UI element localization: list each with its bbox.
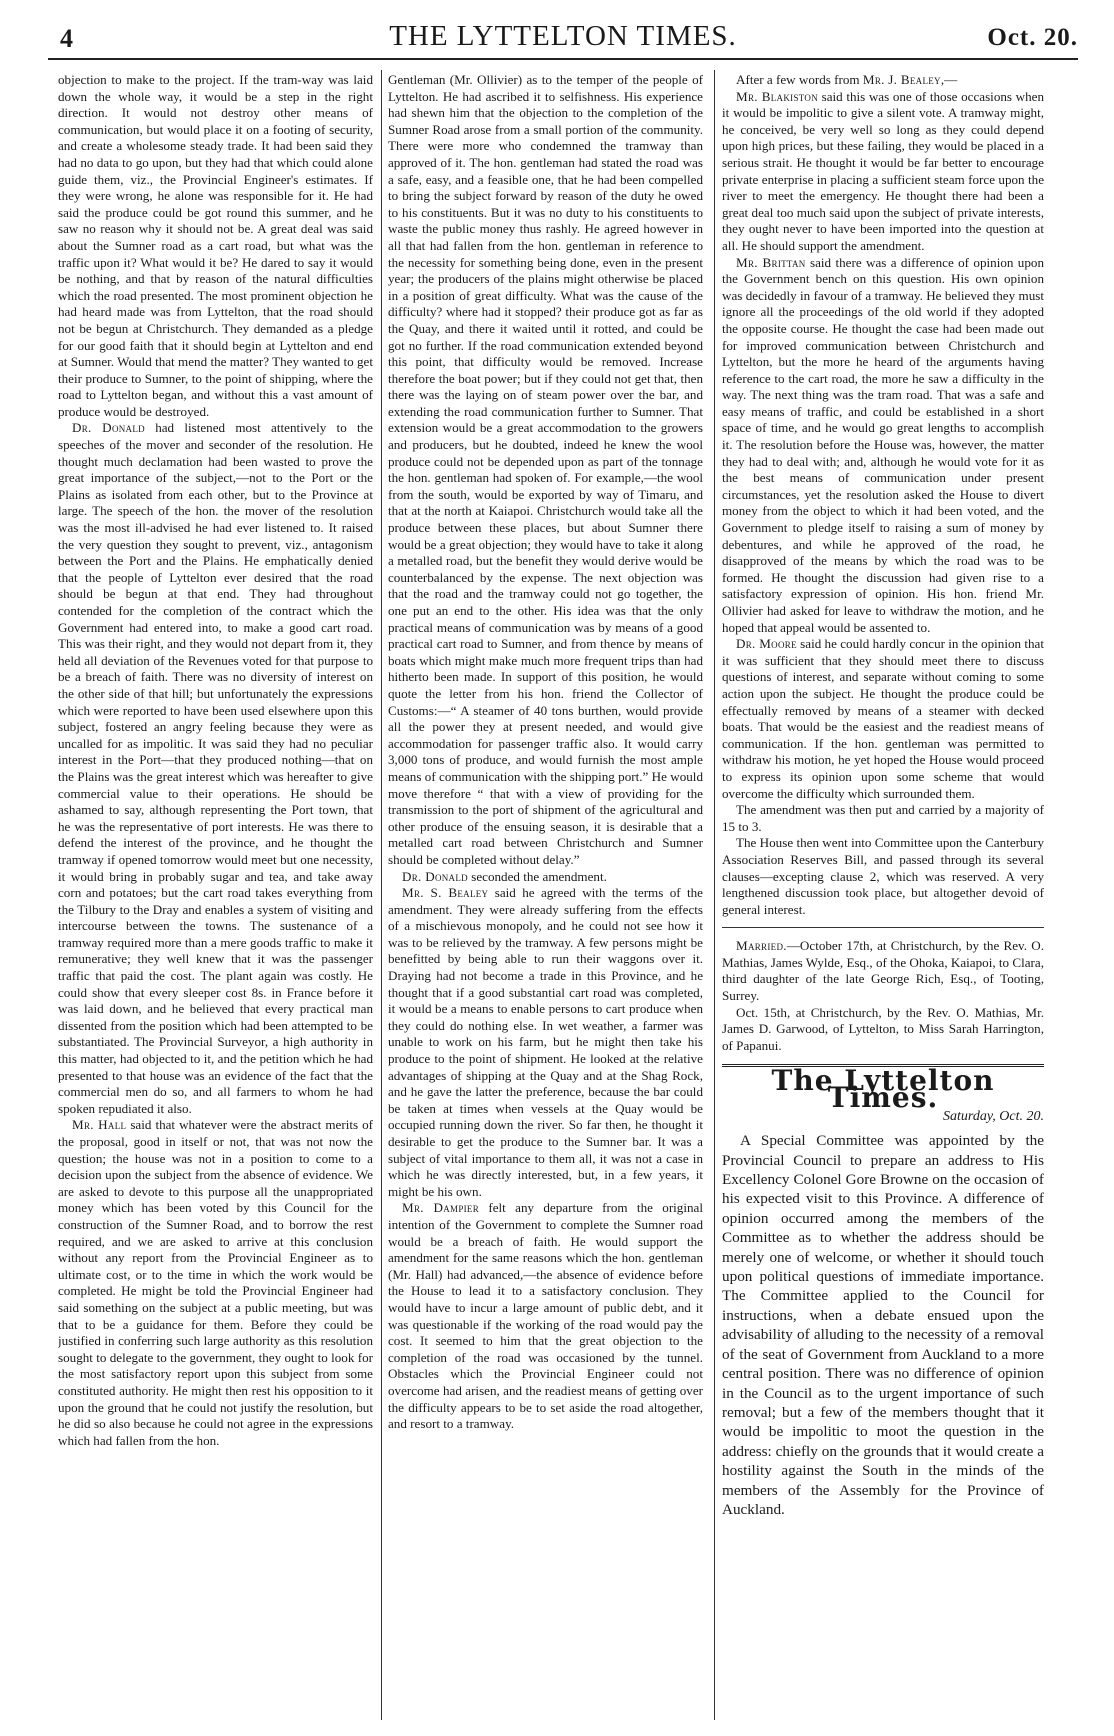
- speaker-name: Mr. Brittan: [736, 254, 806, 270]
- notice-item: [722, 938, 1044, 1004]
- paragraph-text: seconded the amendment.: [467, 868, 607, 884]
- speaker-name: Dr. Donald: [402, 868, 468, 884]
- speaker-name: Mr. Dampier: [402, 1200, 480, 1216]
- article-paragraph: [722, 636, 1044, 802]
- article-paragraph: objection to make to the project. If the tram-way was laid down the whole way, it would be a step in the right direction. It would not destroy other means of communication, but would place it on a footing of security, and create a wholesome steady trade. It had been said they had no data to go upon, but they had that which could alone guide them, viz., the Provincial Engineer's estimates. If they were wrong, he alone was responsible for it. He had said the produce could be got round this summer, and he saw no reason why it should not be. A great deal was said about the Sumner road as a cart road, but what was the traffic upon it? What would it be? He dared to say it would be nothing, and that by reason of the natural difficulties which the road presented. The most prominent objection he had heard made was from Lyttelton, that the road should not be begun at Christchurch. They demanded as a pledge for our good faith that it should begin at Lyttelton and end at Sumner. Would that mend the matter? They wanted to get their produce to Sumner, to the point of shipping, where the road to Lyttelton began, and without this a vast amount of produce would be destroyed.: [58, 72, 373, 419]
- section-divider: [722, 927, 1044, 928]
- article-paragraph: [58, 420, 373, 1117]
- issue-date: Oct. 20.: [987, 24, 1078, 51]
- paragraph-text: said there was a difference of opinion upon the Government bench on this question. His own opinion was decidedly in favour of a tramway. He believed they must ignore all the proceedings of the old world if they adopted the opposite course. He thought the case had been made out for improved communication between Christchurch and Lyttelton, but the more he heard of the arguments having reference to the cart road, the more he saw a difficulty in the way. The next thing was the tram road. That was a safe and easy means of traffic, and could be established in a short space of time, and he would go great lengths to accomplish it. The resolution before the House was, however, the matter they had to deal with; and, although he would vote for it as the best means of communication under present circumstances, yet the resolution asked the House to divert money from the object to which it had been voted, and the Government to pledge itself to raising a sum of money by debentures, and while he approved of the road, he disapproved of the means by which the road was to be formed. He thought the discussion had given rise to a satisfactory expression of opinion. His hon. friend Mr. Ollivier had asked for leave to withdraw the motion, and he hoped that appeal would be assented to.: [722, 254, 1044, 635]
- article-paragraph: [722, 72, 1044, 89]
- paragraph-text: said that whatever were the abstract merits of the proposal, good in itself or not, that was not now the question; the house was not in a position to come to a decision upon the subject from the absence of evidence. We are asked to devote to this purpose all the unappropriated money which has been voted by this Council for the construction of the Sumner Road, and to borrow the rest required, and we are asked to arrive at this conclusion without any report from the Provincial Engineer as to ultimate cost, or to the time in which the work would be completed. He might be told the Provincial Engineer had said something on the subject at a public meeting, but was that to be a guidance for them. Before they could be justified in conferring such large authority as this resolution sought to delegate to the government, they ought to look for the most satisfactory report upon this subject from some constituted authority. He might then rest his opposition to it upon the ground that he could not justify the resolution, but he did so also because he could not agree in the expressions which had fallen from the hon.: [58, 1117, 373, 1448]
- article-paragraph: [58, 1117, 373, 1449]
- paragraph-text: said he could hardly concur in the opinion that it was sufficient that they should meet there to discuss questions of interest, and separate without coming to some action upon the subject. He thought the produce could be effectually removed by means of a steamer with decked boats. That would be the easiest and the readiest means of communication. If the hon. gentleman was permitted to withdraw his motion, he yet hoped the House would proceed to express its opinion upon some scheme that would overcome the difficulty which surrounded them.: [722, 636, 1044, 801]
- newspaper-title: THE LYTTELTON TIMES.: [389, 20, 737, 52]
- paragraph-text: had listened most attentively to the speeches of the mover and seconder of the resolution. He thought much declamation had been wasted to prove the great importance of the subject,—not to the Port or the Plains as isolated from each other, but to the Province at large. The speech of the hon. the mover of the resolution was the most ill-advised he had ever listened to. It raised the very question they sought to prevent, viz., antagonism between the Port and the Plains. He emphatically denied that the people of Lyttelton ever desired that the road should be begun at that end. They had throughout contended for the completion of the contract which the Government had entered into, to make a good cart road. This was their right, and they would not depart from it, they held all deviation of the Revenues voted for that purpose to be a breach of faith. There was no diversity of interest on the other side of that hill; but unfortunately the expressions which were reported to have been used elsewhere upon this subject, fostered an angry feeling because they were as uncalled for as impolitic. It was said they had no peculiar interest in the Port—that they produced nothing—that on the Plains was the great interest which was hereafter to give commercial value to their operations. He should be ashamed to say, although representing the Port town, that he was the representative of port interests. He was there to defend the interest of the province, and he thought the tramway if opened tomorrow would meet but one necessity, it would bring in probably sugar and tea, and take away corn and potatoes; but the cart road takes everything from the Tilbury to the Dray and enables a system of visiting and intercourse between the towns. The sustenance of a tramway required more than a mere goods traffic to make it remunerative; they well knew that it was the passenger traffic that paid the cost. The plant again was costly. He could show that every sleeper cost 8s. in France before it was laid down, and he believed that every practical man dissented from the position which had been attempted to be substantiated. The Provincial Surveyor, a high authority in this matter, had objected to it, and the petition which he had presented to that house was an evidence of the fact that the commercial men do so, and all farmers to whom he had spoken repudiated it also.: [58, 420, 373, 1116]
- article-paragraph: The House then went into Committee upon the Canterbury Association Reserves Bill, and passed through its several clauses—excepting clause 2, which was reserved. A very lengthened discussion took place, but altogether devoid of general interest.: [722, 835, 1044, 917]
- editorial-body: [722, 1131, 1044, 1519]
- article-paragraph: [388, 869, 703, 886]
- paragraph-text: felt any departure from the original intention of the Government to complete the Sumner road would be a breach of faith. He would support the amendment for the same reasons which the hon. gentleman (Mr. Hall) had advanced,—the absence of evidence before the House to lead it to a satisfactory conclusion. They would have to incur a large amount of public debt, and it was questionable if the working of the road would pay the cost. It seemed to him that the great objection to the completion of the road was occasioned by the tunnel. Obstacles which the Provincial Engineer could not overcome had arisen, and the readiest means of getting over the difficulty appears to be to set aside the road altogether, and resort to a tramway.: [388, 1200, 703, 1432]
- article-paragraph: [388, 1200, 703, 1432]
- marriage-notices: [722, 938, 1044, 1054]
- column-rule: [714, 70, 715, 1720]
- paragraph-text: After a few words from: [736, 72, 863, 87]
- column-rule: [381, 70, 382, 1720]
- paragraph-text: said he agreed with the terms of the amendment. They were already suffering from the effects of a mischievous monopoly, and he could not see how it was to be relieved by the tramway. A few persons might be benefitted by being able to run their waggons over it. Draying had not become a trade in this Province, and he thought that if a good substantial cart road was completed, it would be a means to enable persons to cart produce when they could do nothing else. In wet weather, a farmer was unable to work on his farm, but he might then take his produce to the point of shipment. He looked at the relative advantages of shipping at the Quay and at the Shag Rock, and he gave the latter the preference, because the bar could be taken at times when vessels at the Quay would be occupied running down the river. So far then, he thought it desirable to get the produce to the Sumner bar. It was a subject of vital importance to them all, it was not a case in which he was directly interested, but, in a few years, it might be his own.: [388, 885, 703, 1199]
- page-number: 4: [60, 24, 73, 53]
- column-1: [58, 72, 373, 1720]
- speaker-name: Dr. Moore: [736, 636, 797, 652]
- speaker-name: Dr. Donald: [72, 420, 145, 436]
- speaker-name: Mr. Hall: [72, 1117, 127, 1133]
- column-3: [722, 72, 1044, 1720]
- article-paragraph: The amendment was then put and carried by a majority of 15 to 3.: [722, 802, 1044, 834]
- editorial-paragraph: A Special Committee was appointed by the Provincial Council to prepare an address to His Excellency Colonel Gore Browne on the occasion of his expected visit to this Province. A difference of opinion occurred among the members of the Committee as to whether the address should be merely one of welcome, or whether it should touch upon political questions of immediate importance. The Committee applied to the Council for instructions, when a debate ensued upon the advisability of alluding to the necessity of a removal of the seat of Government from Auckland to a more central position. There was no difference of opinion in the Council as to the urgent importance of such removal; but a few of the members thought that it would be impolitic to moot the question in the address: chiefly on the grounds that it would create a hostility against the South in the minds of the members of the Assembly for the Province of Auckland.: [722, 1132, 1044, 1518]
- notice-label: Married.: [736, 938, 787, 954]
- notice-item: Oct. 15th, at Christchurch, by the Rev. O. Mathias, Mr. James D. Garwood, of Lyttelton, to Miss Sarah Harrington, of Papanui.: [722, 1004, 1044, 1053]
- article-paragraph: [722, 255, 1044, 637]
- article-paragraph: [722, 89, 1044, 255]
- column-2: [388, 72, 703, 1720]
- speaker-name: Mr. S. Bealey: [402, 885, 489, 901]
- paragraph-text: said this was one of those occasions when it would be impolitic to give a silent vote. A tramway might, he conceived, be very well so long as they could depend upon high prices, but these failing, they would be placed in a serious strait. He thought it would be far better to encourage private enterprise in placing a sufficient steam force upon the river to meet the emergency. He thought there had been a great deal too much said upon the subject of private interests, they ought never to have been imported into the question at all. He should support the amendment.: [722, 88, 1044, 253]
- editorial-heading: The Lyttelton Times.: [771, 1064, 995, 1115]
- article-paragraph: [388, 885, 703, 1200]
- speaker-name: Mr. Blakiston: [736, 88, 818, 104]
- paragraph-text: ,—: [940, 72, 958, 87]
- masthead: [48, 18, 1078, 60]
- article-paragraph: Gentleman (Mr. Ollivier) as to the temper of the people of Lyttelton. He had ascribed it to selfishness. His experience had shewn him that the objection to the completion of the Sumner Road arose from a small portion of the community. There were more who condemned the tramway than approved of it. The hon. gentleman had stated the road was a safe, easy, and a feasible one, that he had been compelled to bring the subject forward by reason of the duty he owed to his constituents. But it was no duty to his constituents to waste the public money thus rashly. He agreed however in all that had fallen from the hon. gentleman in reference to the necessity for something being done, even in the present year; the producers of the plains might otherwise be placed in a position of great difficulty. What was the cause of the difficulty? where had it stopped? their produce got as far as the Quay, and there it waited until it rotted, and could be got no further. If the road communication extended beyond this point, that difficulty would be removed. Increase therefore the boat power; but if they could not get that, then there was the laying on of steam power over the bar, and extending the road communication further to Sumner. That extension would be a great accommodation to the growers and producers, but he doubted, indeed he knew the wool produce could not be depended upon as part of the tonnage the hon. gentleman had spoken of. For example,—the wool from the south, would be exported by way of Timaru, and that at the north at Kaiapoi. Christchurch would take all the produce between these places, but about Sumner there would be a great objection; they would have to take it along a metalled road, but the benefit they would derive would be counterbalanced by the expense. The next objection was that the road and the tramway could not go together, the one put an end to the other. His idea was that the only practical means of communication was by means of a good practical cart road to Sumner, and from thence by means of boats which might make much more frequent trips than had hitherto been made. In support of this position, he would quote the letter from his hon. friend the Collector of Customs:—“ A steamer of 40 tons burthen, would provide all the power they at present needed, and would give accommodation for passenger traffic also. It would carry 3,000 tons of produce, and would furnish the most ample means of communication with the shipping port.” He would move therefore “ that with a view of providing for the transmission to the port of shipment of the agricultural and other produce of the ensuing season, it is desirable that a metalled cart road between Christchurch and Sumner should be completed without delay.”: [388, 72, 703, 867]
- notice-text: —October 17th, at Christchurch, by the Rev. O. Mathias, James Wylde, Esq., of the Ohoka, Kaiapoi, to Clara, third daughter of the late George Rich, Esq., of Tooting, Surrey.: [722, 938, 1044, 1004]
- speaker-name: Mr. J. Bealey: [862, 72, 941, 87]
- editorial-dateline: Saturday, Oct. 20.: [943, 1108, 1044, 1124]
